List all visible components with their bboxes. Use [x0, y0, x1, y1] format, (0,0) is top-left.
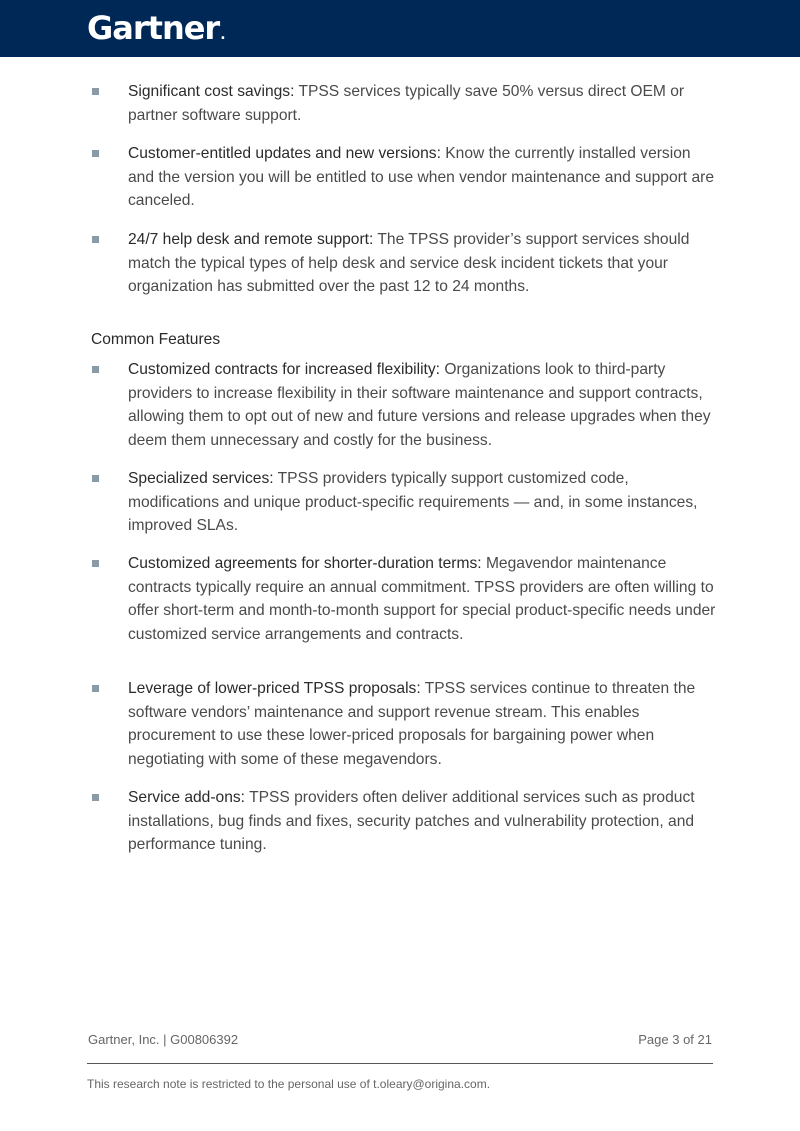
bullet-icon — [92, 794, 99, 801]
list-item-body: TPSS providers typically support customized code, modifications and unique product-specific requirements — and, in some instances, improved SLAs. — [128, 470, 698, 534]
logo-text: Gartner — [87, 9, 220, 47]
bullet-icon — [92, 366, 99, 373]
list-item-text — [128, 467, 718, 538]
list-item-body: TPSS services continue to threaten the software vendors’ maintenance and support revenue stream. This enables procurement to use these lower-priced proposals for bargaining power when negotiating with some of these megavendors. — [128, 680, 696, 768]
bullet-icon — [92, 560, 99, 567]
bullet-icon — [92, 150, 99, 157]
list-item-body: Organizations look to third-party providers to increase flexibility in their software maintenance and support contracts, allowing them to opt out of new and future versions and release upgrades when they deem them unnecessary and costly for the business. — [128, 361, 711, 449]
list-item-title: Customized contracts for increased flexibility: — [128, 361, 440, 378]
footer-restriction-note: This research note is restricted to the personal use of t.oleary@origina.com. — [87, 1077, 491, 1091]
list-item-title: Specialized services: — [128, 470, 274, 487]
list-item-text — [128, 142, 718, 213]
bullet-icon — [92, 88, 99, 95]
bullet-icon — [92, 475, 99, 482]
list-item-body: TPSS services typically save 50% versus direct OEM or partner software support. — [128, 83, 685, 124]
list-item-text — [128, 80, 718, 127]
list-item-body: Know the currently installed version and the version you will be entitled to use when vendor maintenance and support are canceled. — [128, 145, 715, 209]
footer-publisher: Gartner, Inc. | G00806392 — [88, 1032, 239, 1047]
gartner-logo — [87, 8, 225, 55]
footer-divider — [87, 1063, 713, 1064]
list-item-title: Customized agreements for shorter-duration terms: — [128, 555, 482, 572]
list-item-text — [128, 552, 718, 646]
list-item-body: TPSS providers often deliver additional services such as product installations, bug finds and fixes, security patches and vulnerability protection, and performance tuning. — [128, 789, 695, 853]
bullet-icon — [92, 685, 99, 692]
page-number: Page 3 of 21 — [638, 1032, 712, 1047]
section-heading: Common Features — [91, 331, 221, 348]
bullet-icon — [92, 236, 99, 243]
list-item-text — [128, 358, 718, 452]
list-item-title: Significant cost savings: — [128, 83, 295, 100]
list-item-text — [128, 228, 718, 299]
list-item-title: Service add-ons: — [128, 789, 246, 806]
list-item-title: Leverage of lower-priced TPSS proposals: — [128, 680, 421, 697]
list-item-body: Megavendor maintenance contracts typically require an annual commitment. TPSS providers are often willing to offer short-term and month-to-month support for special product-specific needs under customized service arrangements and contracts. — [128, 555, 716, 643]
list-item-title: Customer-entitled updates and new versions: — [128, 145, 441, 162]
logo-dot: . — [220, 27, 225, 43]
list-item-title: 24/7 help desk and remote support: — [128, 231, 374, 248]
page-header — [0, 0, 800, 57]
list-item-body: The TPSS provider’s support services should match the typical types of help desk and service desk incident tickets that your organization has submitted over the past 12 to 24 months. — [128, 231, 690, 295]
list-item-text — [128, 677, 718, 771]
list-item-text — [128, 786, 718, 857]
